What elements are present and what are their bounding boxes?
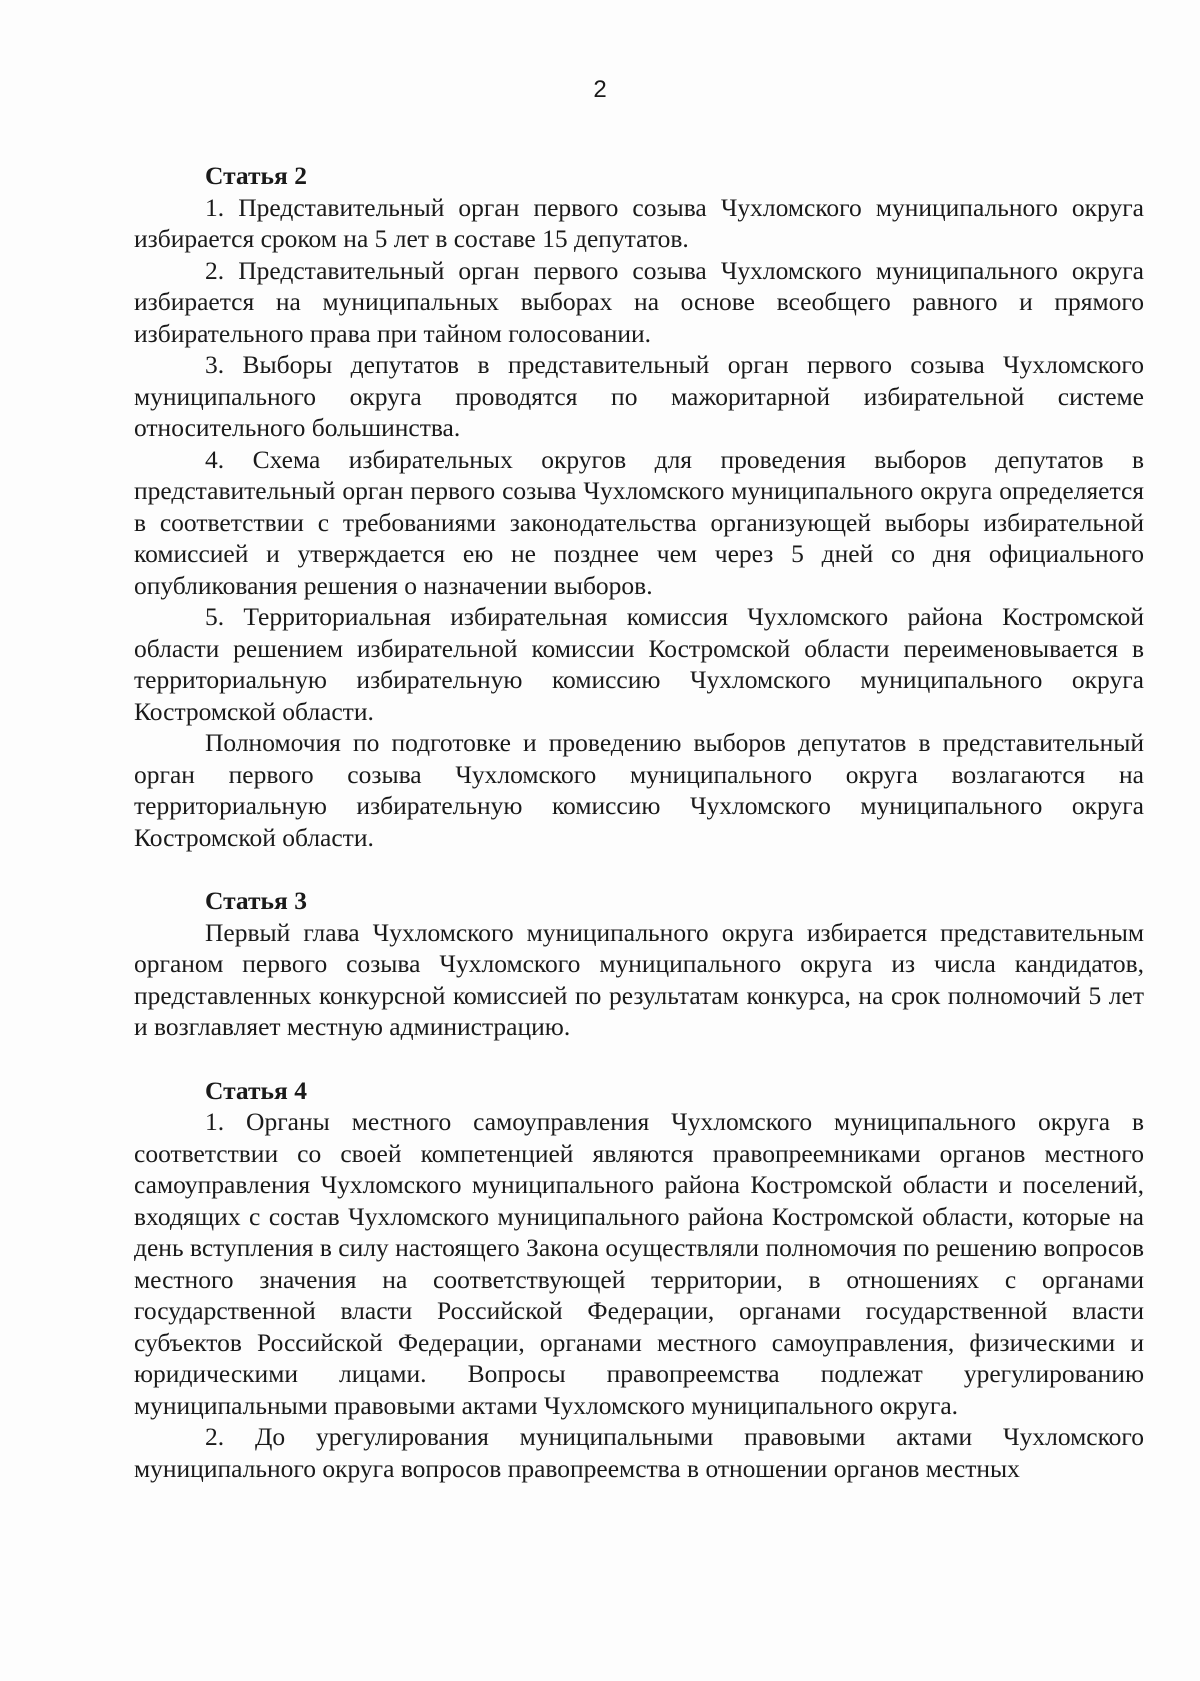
paragraph: Первый глава Чухломского муниципального округа избирается представительным органом первого созыва Чухломского муниципального округа из числа кандидатов, представленных конкурсной комиссией по результатам конкурса, на срок полномочий 5 лет и возглавляет местную администрацию. — [134, 917, 1144, 1041]
article-title: Статья 2 — [205, 161, 307, 190]
page-number: 2 — [593, 76, 607, 103]
paragraph: 2. Представительный орган первого созыва Чухломского муниципального округа избирается на муниципальных выборах на основе всеобщего равного и прямого избирательного права при тайном голосовании. — [134, 255, 1144, 348]
paragraph: 4. Схема избирательных округов для проведения выборов депутатов в представительный орган первого созыва Чухломского муниципального округа определяется в соответствии с требованиями законодательства организующей выборы избирательной комиссией и утверждается ею не позднее чем через 5 дней со дня официального опубликования решения о назначении выборов. — [134, 444, 1144, 600]
paragraph: 1. Представительный орган первого созыва Чухломского муниципального округа избирается сроком на 5 лет в составе 15 депутатов. — [134, 192, 1144, 253]
document-body — [134, 160, 1144, 1484]
article-3 — [134, 885, 1144, 1043]
paragraph: 2. До урегулирования муниципальными правовыми актами Чухломского муниципального округа вопросов правопреемства в отношении органов местных — [134, 1422, 1144, 1483]
paragraph: Полномочия по подготовке и проведению выборов депутатов в представительный орган первого созыва Чухломского муниципального округа возлагаются на территориальную избирательную комиссию Чухломского муниципального округа Костромской области. — [134, 728, 1144, 852]
article-title: Статья 3 — [205, 886, 307, 915]
article-2 — [134, 160, 1144, 853]
article-title: Статья 4 — [205, 1075, 307, 1105]
paragraph: 5. Территориальная избирательная комиссия Чухломского района Костромской области решением избирательной комиссии Костромской области переименовывается в территориальную избирательную комиссию Чухломского муниципального округа Костромской области. — [134, 602, 1144, 726]
article-4 — [134, 1075, 1144, 1485]
paragraph: 3. Выборы депутатов в представительный орган первого созыва Чухломского муниципального округа проводятся по мажоритарной избирательной системе относительного большинства. — [134, 350, 1144, 442]
paragraph: 1. Органы местного самоуправления Чухломского муниципального округа в соответствии со своей компетенцией являются правопреемниками органов местного самоуправления Чухломского муниципального района Костромской области и поселений, входящих с состав Чухломского муниципального района Костромской области, которые на день вступления в силу настоящего Закона осуществляли полномочия по решению вопросов местного значения на соответствующей территории, в отношениях с органами государственной власти Российской Федерации, органами государственной власти субъектов Российской Федерации, органами местного самоуправления, физическими и юридическими лицами. Вопросы правопреемства подлежат урегулированию муниципальными правовыми актами Чухломского муниципального округа. — [134, 1107, 1144, 1420]
